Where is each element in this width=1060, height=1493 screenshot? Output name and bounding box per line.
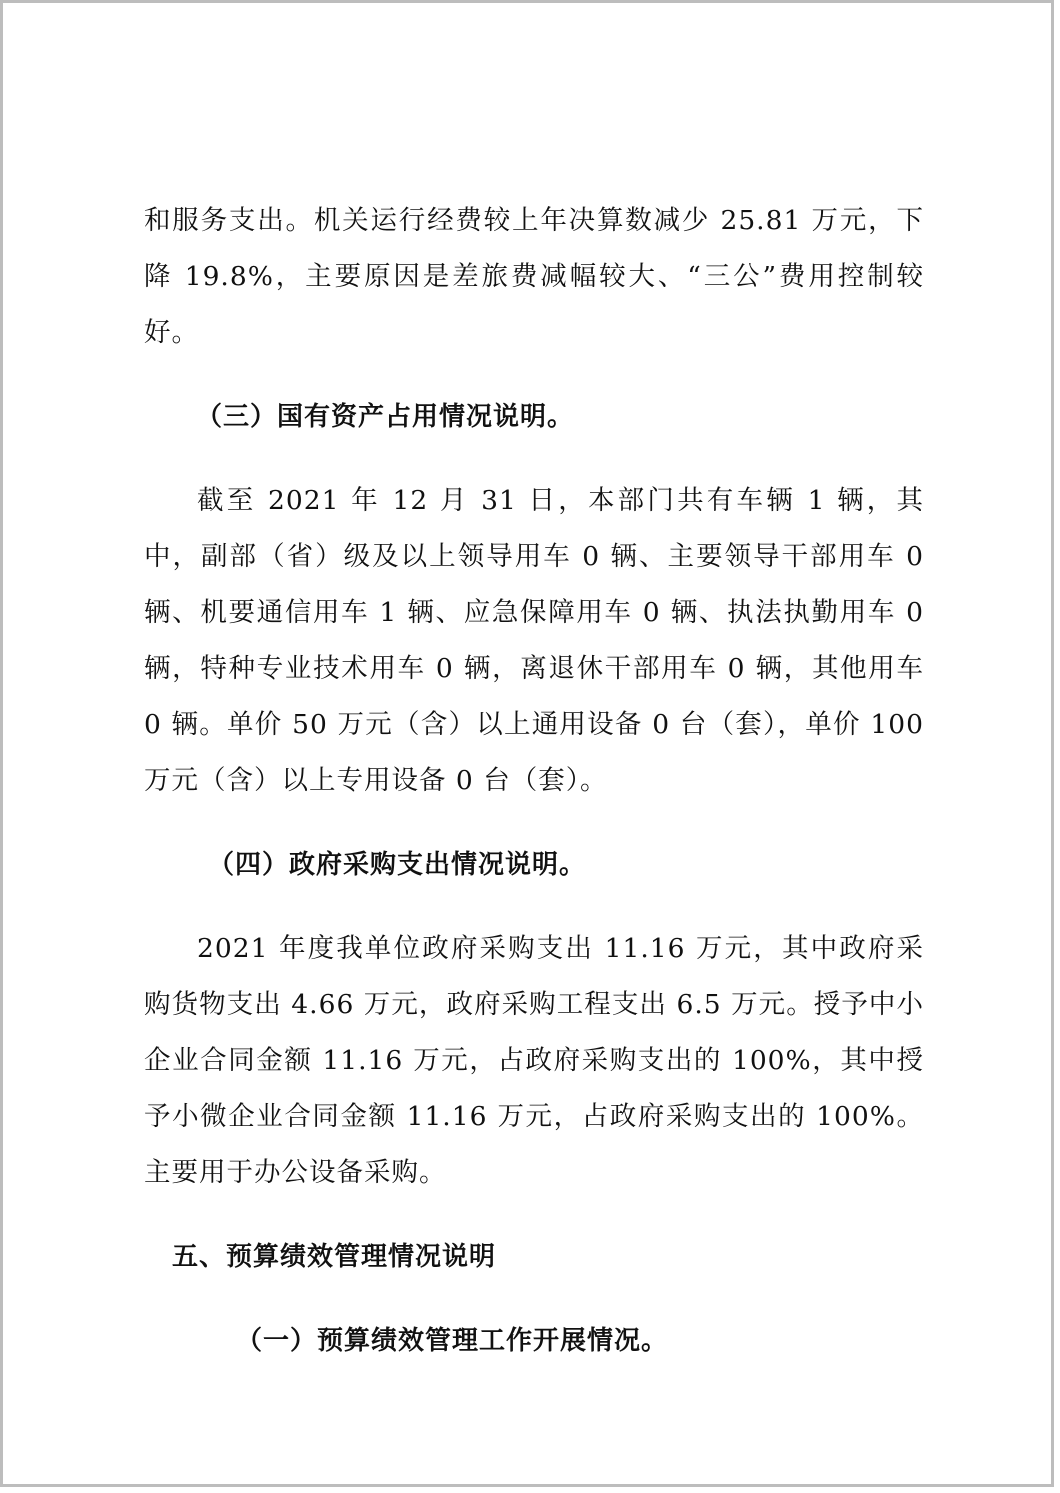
spacer	[144, 445, 924, 473]
paragraph-vehicles-equipment: 截至 2021 年 12 月 31 日，本部门共有车辆 1 辆，其中，副部（省）级及以上领导用车 0 辆、主要领导干部用车 0 辆、机要通信用车 1 辆、应急保障用车 0 辆、执法执勤用车 0 辆，特种专业技术用车 0 辆，离退休干部用车 0 辆，其他用车 0 辆。单价 50 万元（含）以上通用设备 0 台（套），单价 100 万元（含）以上专用设备 0 台（套）。	[144, 485, 924, 796]
heading-government-procurement: （四）政府采购支出情况说明。	[208, 850, 587, 880]
spacer	[144, 361, 924, 389]
paragraph-admin-expenses: 和服务支出。机关运行经费较上年决算数减少 25.81 万元，下降 19.8%，主要原因是差旅费减幅较大、“三公”费用控制较好。	[144, 205, 924, 348]
heading-performance-work: （一）预算绩效管理工作开展情况。	[236, 1326, 669, 1356]
document-body	[144, 193, 924, 1369]
spacer	[144, 809, 924, 837]
spacer	[144, 1285, 924, 1313]
spacer	[144, 1201, 924, 1229]
paragraph-procurement-details: 2021 年度我单位政府采购支出 11.16 万元，其中政府采购货物支出 4.66 万元，政府采购工程支出 6.5 万元。授予中小企业合同金额 11.16 万元，占政府采购支出的 100%，其中授予小微企业合同金额 11.16 万元，占政府采购支出的 100%。主要用于办公设备采购。	[144, 933, 924, 1188]
spacer	[144, 893, 924, 921]
heading-state-assets: （三）国有资产占用情况说明。	[196, 402, 575, 432]
heading-budget-performance: 五、预算绩效管理情况说明	[172, 1242, 497, 1272]
